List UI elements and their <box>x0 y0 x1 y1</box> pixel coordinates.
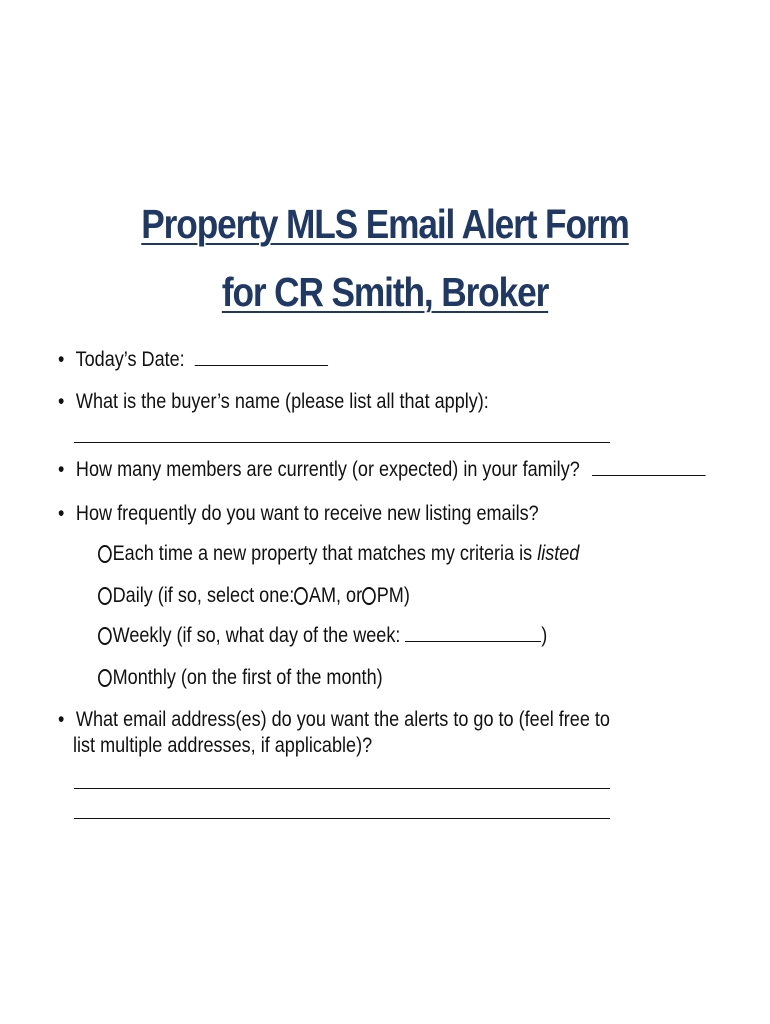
question-family-label: How many members are currently (or expected) in your family? <box>75 458 580 481</box>
radio-each-time[interactable] <box>98 545 112 563</box>
option-daily-am-label: AM, or <box>308 584 363 607</box>
question-email-continued <box>73 732 372 760</box>
family-members-field[interactable] <box>592 457 706 476</box>
radio-daily-am[interactable] <box>294 587 308 605</box>
option-monthly-label: Monthly (on the first of the month) <box>112 666 383 689</box>
radio-weekly[interactable] <box>98 627 112 645</box>
bullet: • <box>58 708 65 731</box>
question-email <box>58 706 610 734</box>
option-daily <box>98 582 410 610</box>
bullet: • <box>58 390 65 413</box>
question-frequency-label: How frequently do you want to receive new listing emails? <box>75 502 539 525</box>
title-line-1: Property MLS Email Alert Form <box>141 201 629 247</box>
email-field-2[interactable] <box>74 818 610 819</box>
date-field[interactable] <box>195 347 328 366</box>
question-frequency <box>58 500 539 528</box>
question-family <box>58 456 705 484</box>
radio-monthly[interactable] <box>98 669 112 687</box>
bullet: • <box>58 348 65 371</box>
option-daily-label: Daily (if so, select one: <box>112 584 295 607</box>
option-each-time-label: Each time a new property that matches my criteria is <box>112 542 538 565</box>
option-weekly <box>98 622 547 650</box>
option-weekly-close: ) <box>541 624 548 647</box>
question-email-label-2: list multiple addresses, if applicable)? <box>73 734 373 757</box>
title-line-2: for CR Smith, Broker <box>221 269 549 315</box>
option-each-time-emphasis: listed <box>537 542 580 565</box>
question-date-label: Today’s Date: <box>75 348 185 371</box>
question-buyer-label: What is the buyer’s name (please list all that apply): <box>75 390 489 413</box>
question-buyer <box>58 388 489 416</box>
option-weekly-label: Weekly (if so, what day of the week: <box>112 624 406 647</box>
option-each-time <box>98 540 579 568</box>
buyer-name-field[interactable] <box>74 442 610 443</box>
bullet: • <box>58 502 65 525</box>
form-title <box>0 190 770 326</box>
email-field-1[interactable] <box>74 788 610 789</box>
question-date <box>58 346 328 374</box>
option-monthly <box>98 664 383 692</box>
radio-daily[interactable] <box>98 587 112 605</box>
option-daily-pm-label: PM) <box>376 584 410 607</box>
weekly-day-field[interactable] <box>405 623 541 642</box>
question-email-label-1: What email address(es) do you want the alerts to go to (feel free to <box>75 708 610 731</box>
radio-daily-pm[interactable] <box>362 587 376 605</box>
bullet: • <box>58 458 65 481</box>
